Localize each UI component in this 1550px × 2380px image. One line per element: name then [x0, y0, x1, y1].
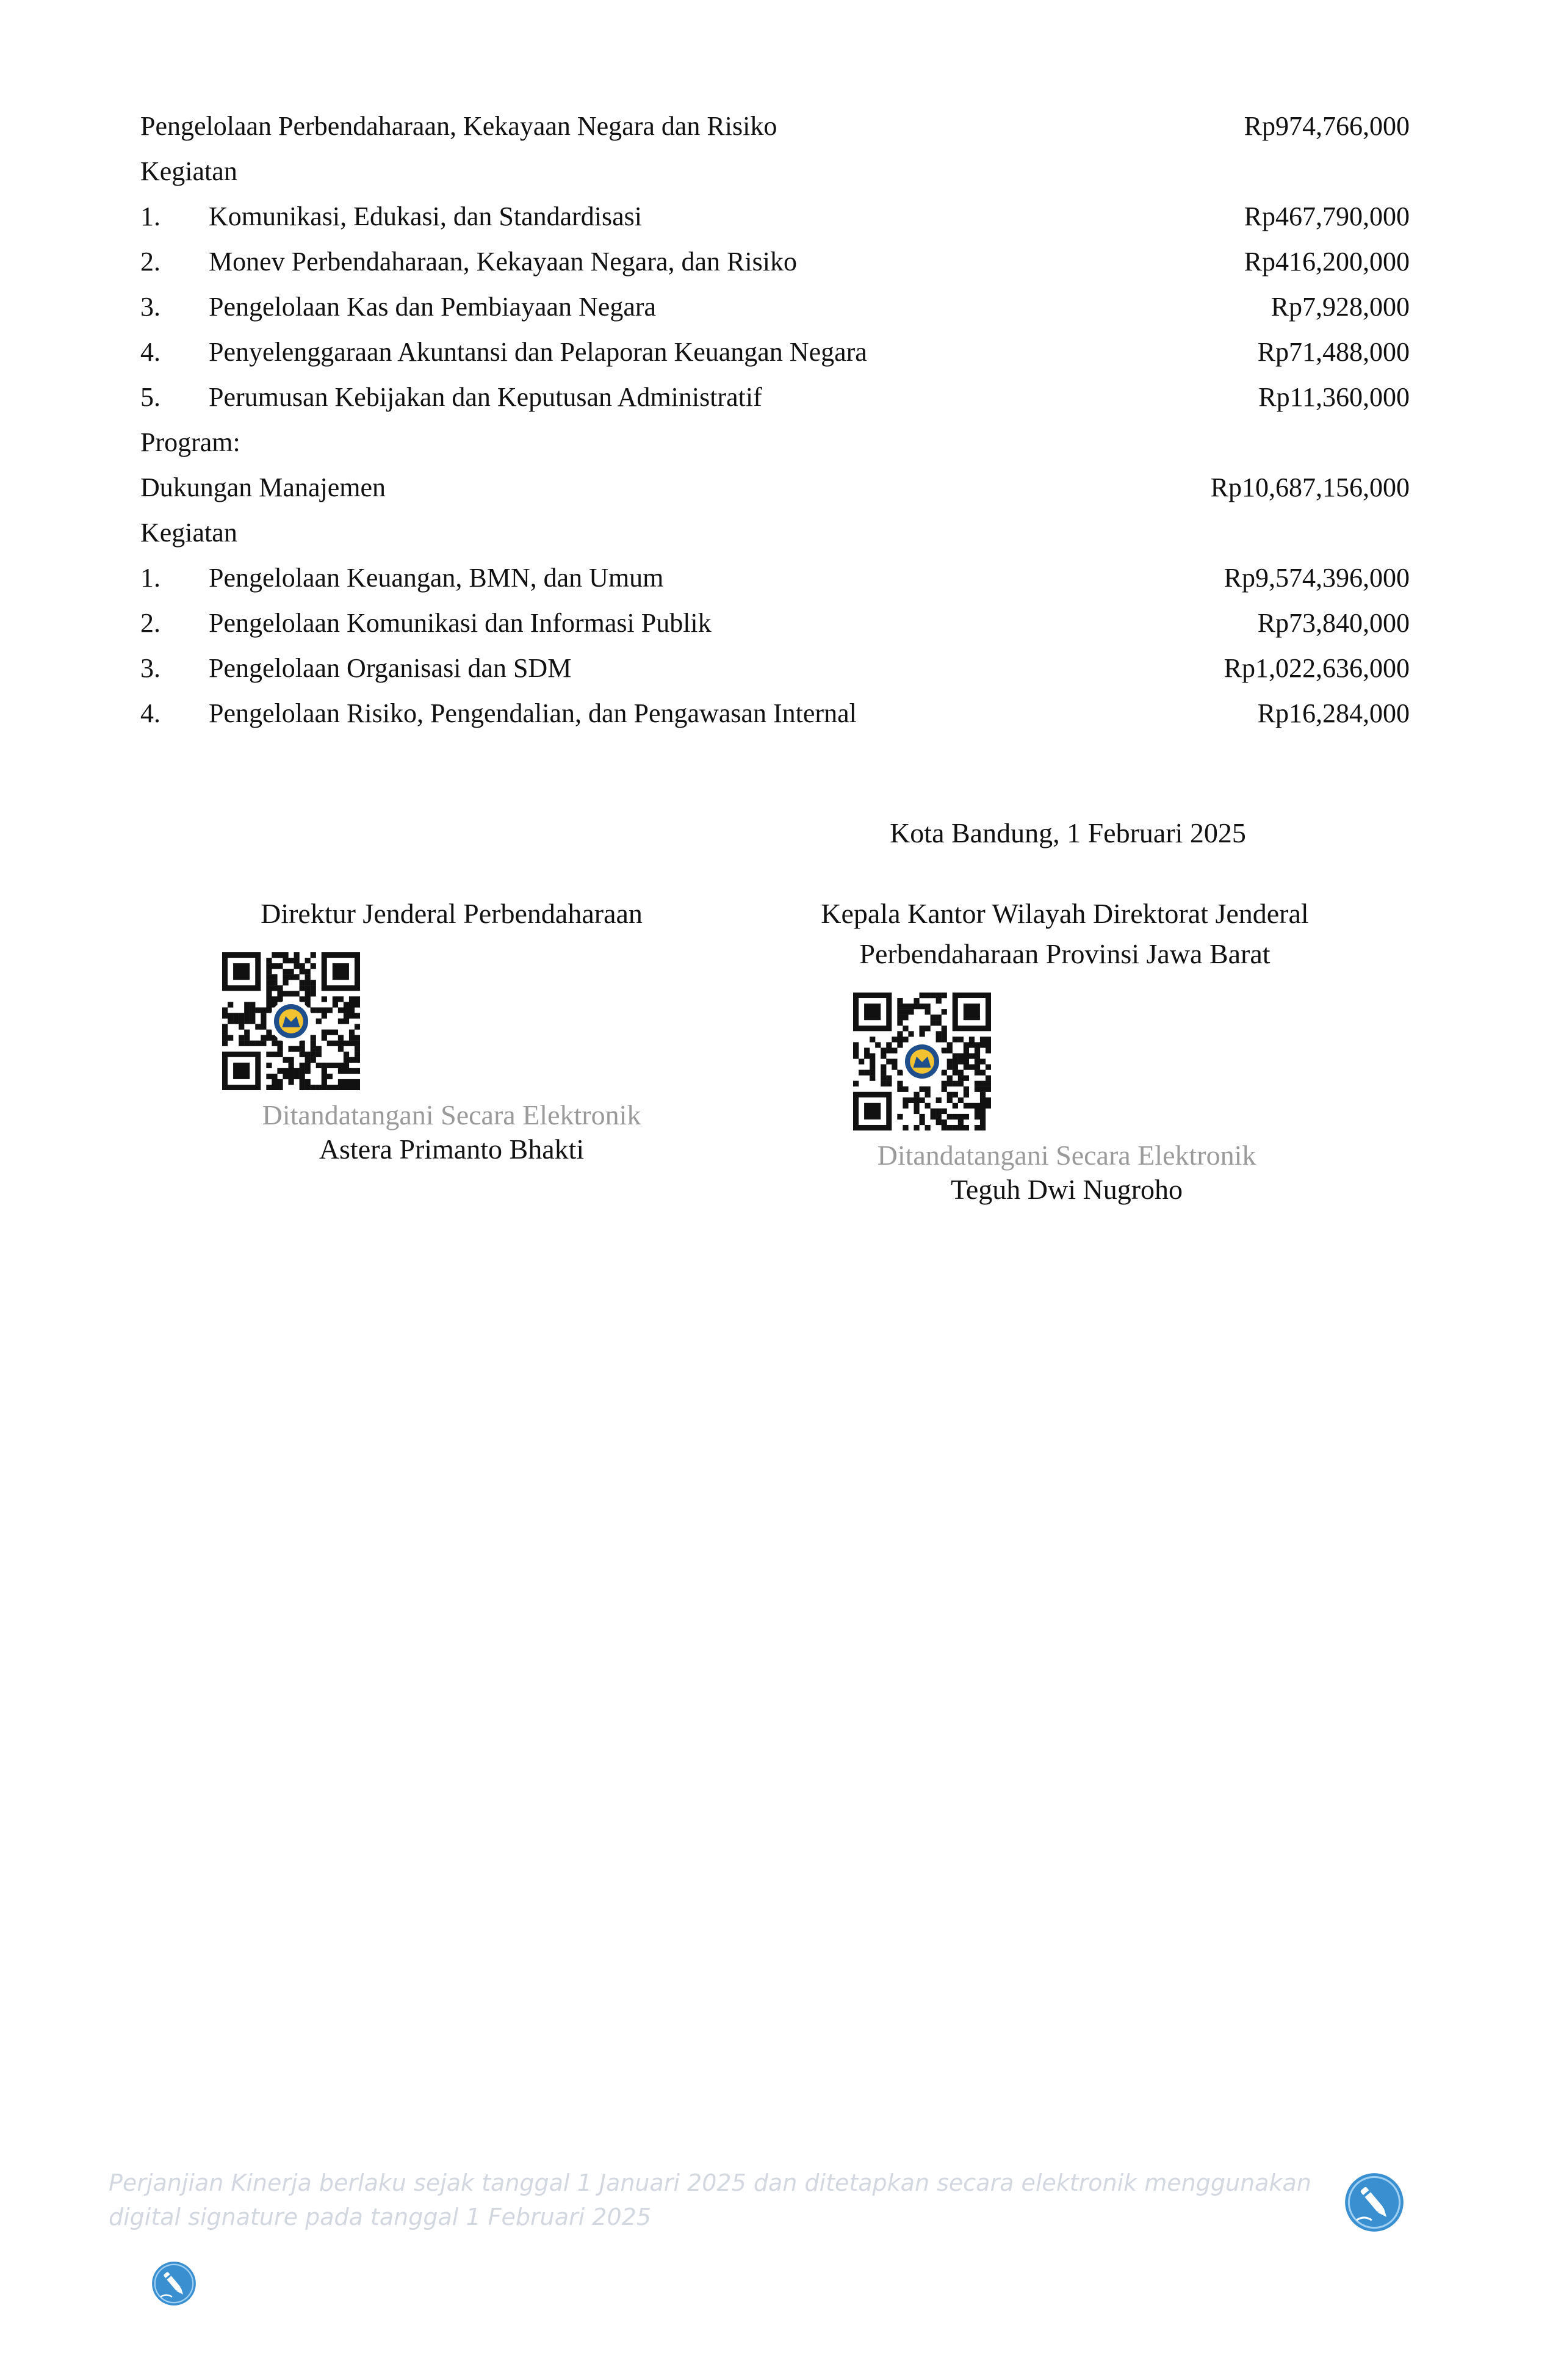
item-label: Monev Perbendaharaan, Kekayaan Negara, dan Risiko — [209, 247, 797, 277]
item-number: 4. — [140, 698, 160, 728]
list-item — [140, 284, 1410, 330]
item-label: Pengelolaan Komunikasi dan Informasi Publik — [209, 608, 712, 638]
item-amount: Rp1,022,636,000 — [1224, 653, 1410, 683]
list-item — [140, 239, 1410, 284]
place-date: Kota Bandung, 1 Februari 2025 — [890, 817, 1246, 848]
item-number: 5. — [140, 382, 160, 412]
program-amount: Rp10,687,156,000 — [1210, 472, 1410, 502]
item-amount: Rp11,360,000 — [1258, 382, 1410, 412]
signer-right-title-line2: Perbendaharaan Provinsi Jawa Barat — [859, 938, 1271, 969]
item-amount: Rp416,200,000 — [1244, 247, 1410, 277]
list-item — [140, 601, 1410, 646]
signer-right-title-line1: Kepala Kantor Wilayah Direktorat Jenderal — [821, 898, 1309, 929]
list-item — [140, 194, 1410, 239]
item-label: Pengelolaan Keuangan, BMN, dan Umum — [209, 563, 664, 593]
item-amount: Rp73,840,000 — [1257, 608, 1410, 638]
signer-left-note: Ditandatangani Secara Elektronik — [262, 1099, 641, 1130]
signer-left-name: Astera Primanto Bhakti — [319, 1134, 585, 1165]
signer-left-title: Direktur Jenderal Perbendaharaan — [261, 898, 643, 929]
item-amount: Rp71,488,000 — [1257, 337, 1410, 367]
program-heading: Program: — [140, 427, 240, 457]
signer-right-name: Teguh Dwi Nugroho — [950, 1174, 1183, 1205]
item-number: 3. — [140, 292, 160, 322]
program-row — [140, 465, 1410, 510]
item-number: 1. — [140, 563, 160, 593]
item-label: Komunikasi, Edukasi, dan Standardisasi — [209, 201, 643, 231]
kegiatan-heading: Kegiatan — [140, 156, 237, 186]
item-amount: Rp9,574,396,000 — [1224, 563, 1410, 593]
item-label: Pengelolaan Kas dan Pembiayaan Negara — [209, 292, 657, 322]
list-item — [140, 375, 1410, 420]
item-number: 3. — [140, 653, 160, 683]
item-number: 2. — [140, 608, 160, 638]
item-label: Penyelenggaraan Akuntansi dan Pelaporan Keuangan Negara — [209, 337, 867, 367]
list-item — [140, 691, 1410, 736]
item-amount: Rp467,790,000 — [1244, 201, 1410, 231]
list-item — [140, 646, 1410, 691]
list-item — [140, 555, 1410, 601]
item-label: Pengelolaan Risiko, Pengendalian, dan Pengawasan Internal — [209, 698, 857, 728]
pen-signature-icon — [150, 2260, 198, 2307]
item-number: 2. — [140, 247, 160, 277]
footer-note — [109, 2166, 1329, 2234]
program-amount: Rp974,766,000 — [1244, 111, 1410, 141]
program-label: Dukungan Manajemen — [140, 472, 386, 502]
footer-line2: digital signature pada tanggal 1 Februari 2025 — [109, 2204, 651, 2230]
list-item — [140, 330, 1410, 375]
program-label: Pengelolaan Perbendaharaan, Kekayaan Negara dan Risiko — [140, 111, 777, 141]
pen-signature-icon — [1343, 2171, 1406, 2234]
program-row — [140, 104, 1410, 149]
item-label: Perumusan Kebijakan dan Keputusan Administratif — [209, 382, 762, 412]
kegiatan-heading: Kegiatan — [140, 518, 237, 548]
item-number: 1. — [140, 201, 160, 231]
footer-line1: Perjanjian Kinerja berlaku sejak tanggal 1 Januari 2025 dan ditetapkan secara elektronik menggunakan — [109, 2169, 1311, 2196]
qr-code-icon — [222, 952, 360, 1090]
item-label: Pengelolaan Organisasi dan SDM — [209, 653, 572, 683]
item-number: 4. — [140, 337, 160, 367]
signer-right-note: Ditandatangani Secara Elektronik — [877, 1140, 1256, 1171]
qr-code-icon — [853, 993, 991, 1130]
item-amount: Rp7,928,000 — [1271, 292, 1410, 322]
item-amount: Rp16,284,000 — [1257, 698, 1410, 728]
